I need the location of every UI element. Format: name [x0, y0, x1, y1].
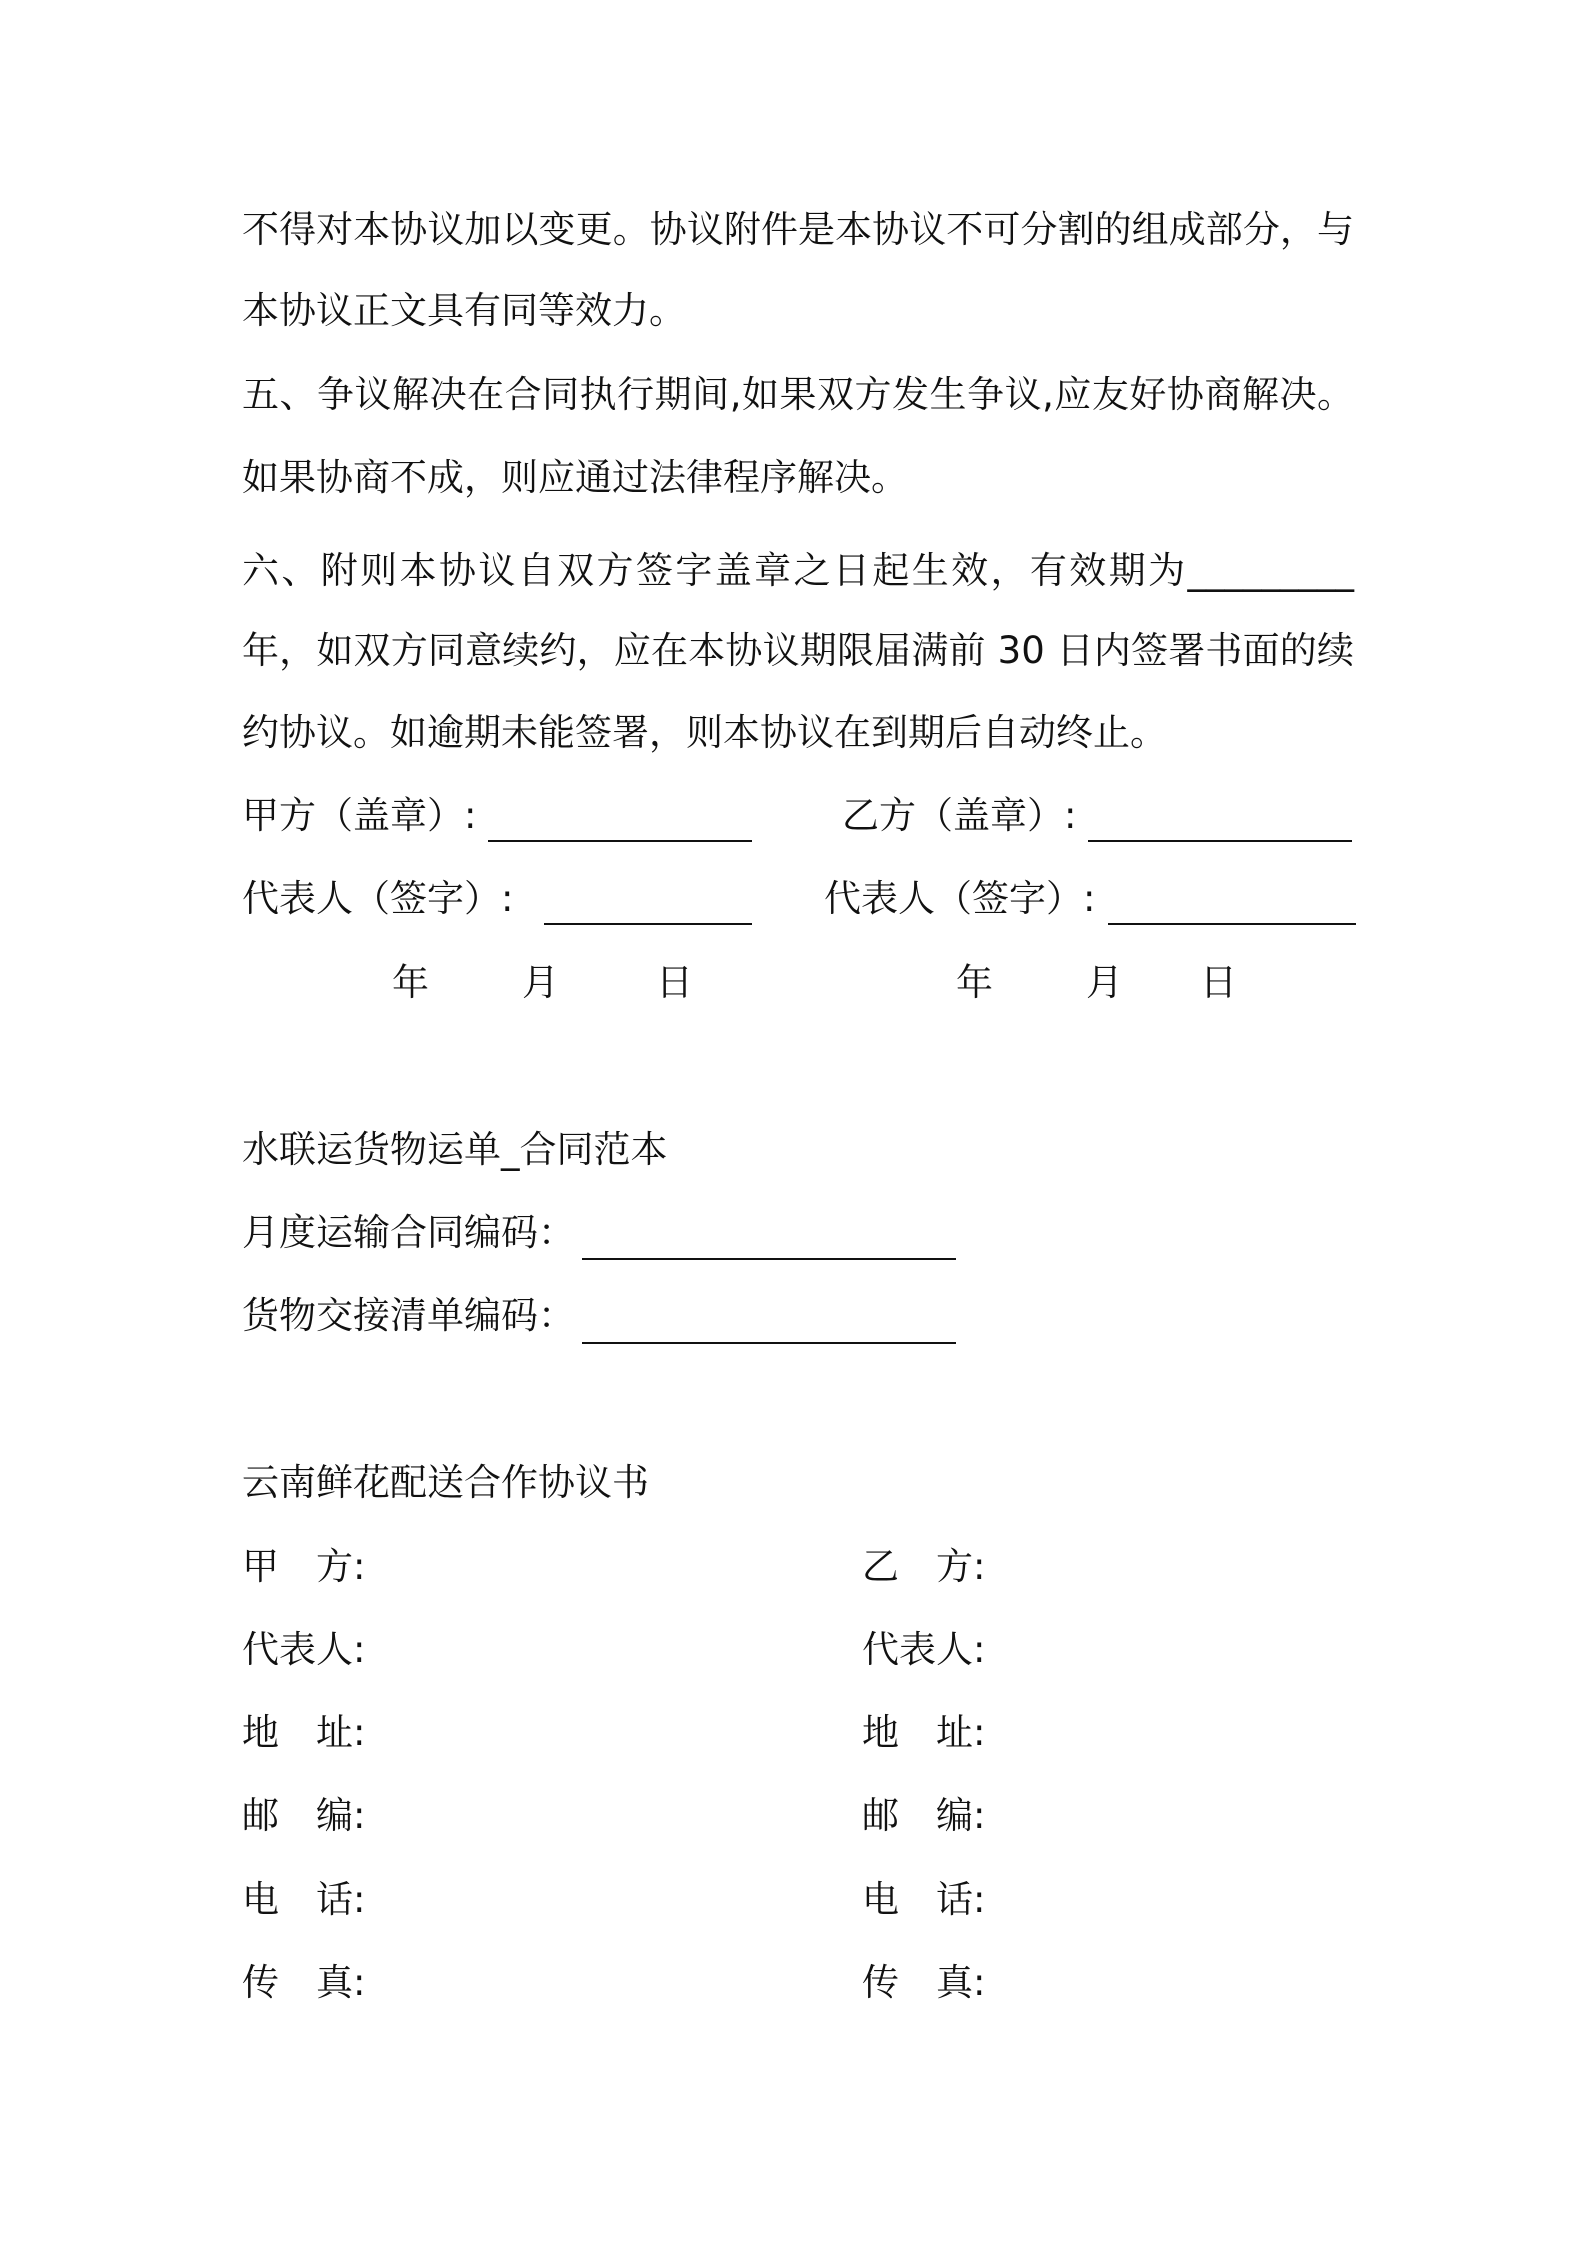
party-b-rep-field-label: 代表人: [862, 1628, 986, 1671]
party-b-postcode-label: 邮 编: [862, 1794, 986, 1837]
party-a-date-year: 年 [392, 961, 429, 1004]
party-a-seal-label: 甲方（盖章）: [242, 794, 477, 837]
party-b-seal-label: 乙方（盖章）: [842, 794, 1077, 837]
party-a-date-day: 日 [656, 961, 693, 1004]
dispute-clause-line-2: 如果协商不成，则应通过法律程序解决。 [242, 456, 908, 499]
party-b-fax-label: 传 真: [862, 1961, 986, 2004]
supplementary-clause-line-3: 约协议。如逾期未能签署，则本协议在到期后自动终止。 [242, 711, 1167, 754]
monthly-contract-number-label: 月度运输合同编码： [242, 1211, 575, 1254]
party-a-phone-label: 电 话: [242, 1878, 366, 1921]
handover-list-number-blank [582, 1342, 956, 1344]
party-b-date-month: 月 [1086, 961, 1123, 1004]
dispute-clause-line-1: 五、争议解决在合同执行期间,如果双方发生争议,应友好协商解决。 [242, 373, 1354, 416]
party-b-seal-blank [1088, 840, 1352, 842]
party-a-rep-field-label: 代表人: [242, 1628, 366, 1671]
agreement-title: 云南鲜花配送合作协议书 [242, 1461, 649, 1504]
party-b-label: 乙 方: [862, 1545, 986, 1588]
party-a-fax-label: 传 真: [242, 1961, 366, 2004]
party-b-rep-blank [1108, 923, 1356, 925]
party-b-date-day: 日 [1200, 961, 1237, 1004]
party-a-rep-blank [544, 923, 752, 925]
party-b-phone-label: 电 话: [862, 1878, 986, 1921]
paragraph-1-line-2: 本协议正文具有同等效力。 [242, 289, 686, 332]
party-b-date-year: 年 [956, 961, 993, 1004]
paragraph-1-line-1: 不得对本协议加以变更。协议附件是本协议不可分割的组成部分，与 [242, 208, 1354, 251]
supplementary-clause-line-2: 年，如双方同意续约，应在本协议期限届满前 30 日内签署书面的续 [242, 629, 1354, 672]
supplementary-clause-line-1: 六、附则本协议自双方签字盖章之日起生效，有效期为_________ [242, 549, 1354, 592]
party-a-postcode-label: 邮 编: [242, 1794, 366, 1837]
waybill-title: 水联运货物运单_合同范本 [242, 1128, 668, 1171]
monthly-contract-number-blank [582, 1258, 956, 1260]
handover-list-number-label: 货物交接清单编码： [242, 1294, 575, 1337]
party-b-address-label: 地 址: [862, 1711, 986, 1754]
party-a-seal-blank [488, 840, 752, 842]
party-a-date-month: 月 [522, 961, 559, 1004]
party-b-rep-label: 代表人（签字）: [824, 877, 1096, 920]
party-a-address-label: 地 址: [242, 1711, 366, 1754]
party-a-rep-label: 代表人（签字）: [242, 877, 514, 920]
party-a-label: 甲 方: [242, 1545, 366, 1588]
